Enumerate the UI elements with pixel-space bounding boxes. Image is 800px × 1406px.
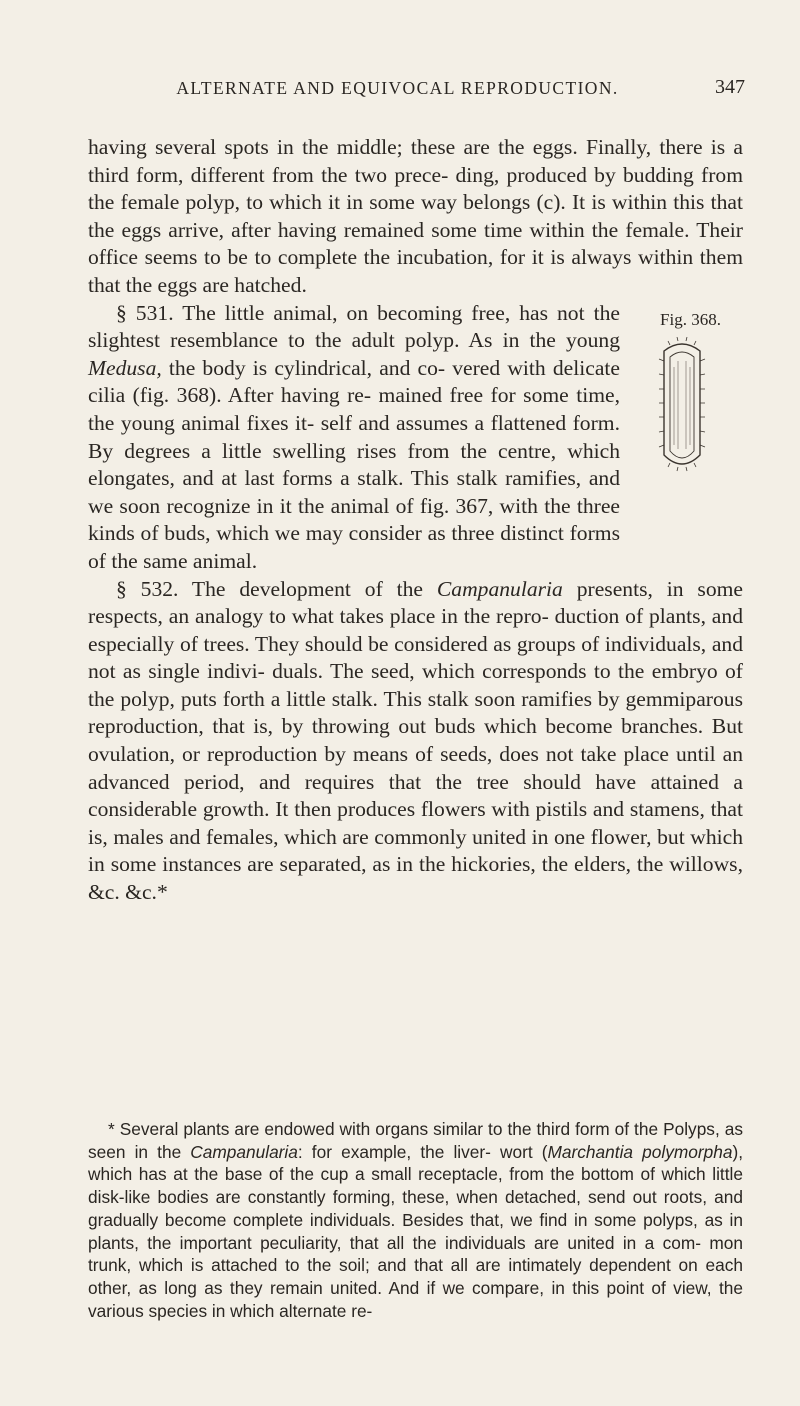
medusa-term: Medusa, <box>88 355 162 380</box>
figure-368 <box>628 302 743 564</box>
footnote-text-b: : for example, the liver- wort ( <box>297 1141 548 1162</box>
paragraph-531-text-a: § 531. The little animal, on becoming free, has not the slightest resemblance to the adult polyp. As in the young <box>88 300 620 353</box>
paragraph-532 <box>88 576 743 907</box>
paragraph-532-text-b: presents, in some respects, an analogy to what takes place in the repro- duction of plants, and especially of trees. They should be considered as groups of individuals, and not as single indivi- duals. The seed, which corresponds to the embryo of the polyp, puts forth a little stalk. This stalk soon ramifies by gemmiparous reproduction, that is, by throwing out buds which become branches. But ovulation, or reproduction by means of seeds, does not take place until an advanced period, and requires that the tree should have attained a considerable growth. It then produces flowers with pistils and stamens, that is, males and females, which are commonly united in one flower, but which in some instances are separated, as in the hickories, the elders, the willows, &c. &c.* <box>88 576 743 905</box>
footnote-text-a: * Several plants are endowed with organs similar to the third form of the Polyps, as seen in the <box>88 1119 743 1162</box>
running-title: ALTERNATE AND EQUIVOCAL REPRODUCTION. <box>176 78 619 98</box>
paragraph-1: having several spots in the middle; these are the eggs. Finally, there is a third form, different from the two prece- ding, produced by budding from the female polyp, to which it in some way belongs (c). It is within this that the eggs arrive, after having remained some time within the female. Their office seems to be to complete the incubation, for it is always within them that the eggs are hatched. <box>88 135 743 297</box>
paragraph-531-text-b: the body is cylindrical, and co- vered with delicate cilia (fig. 368). After having re- mained free for some time, the young animal fixes it- self and assumes a flattened form. By degrees a little swelling rises from the centre, which elongates, and at last forms a stalk. This stalk ramifies, and we soon recognize in it the animal of fig. 367, with the three kinds of buds, which we may consider as three distinct forms of the same animal. <box>88 355 620 573</box>
paragraph-532-text-a: § 532. The development of the <box>116 576 437 601</box>
footnote-marchantia: Marchantia polymorpha <box>547 1141 733 1162</box>
campanularia-term: Campanularia <box>436 576 563 601</box>
footnote-text-c: ), which has at the base of the cup a small receptacle, from the bottom of which little disk-like bodies are constantly forming, these, when detached, send out roots, and gradually become complete individuals. Besides that, we find in some polyps, as in plants, the important peculiarity, that all the individuals are united in a com- mon trunk, which is attached to the soil; and that all are intimately dependent on each other, as long as they remain united. And if we compare, in this point of view, the various species in which alternate re- <box>88 1141 743 1321</box>
footnote <box>88 1118 743 1322</box>
page-number: 347 <box>715 76 745 98</box>
footnote-text <box>88 1118 743 1322</box>
footnote-campanularia: Campanularia <box>190 1141 298 1162</box>
ciliated-larva-illustration <box>650 337 714 477</box>
main-text <box>88 134 743 907</box>
figure-caption: Fig. 368. <box>660 309 721 329</box>
